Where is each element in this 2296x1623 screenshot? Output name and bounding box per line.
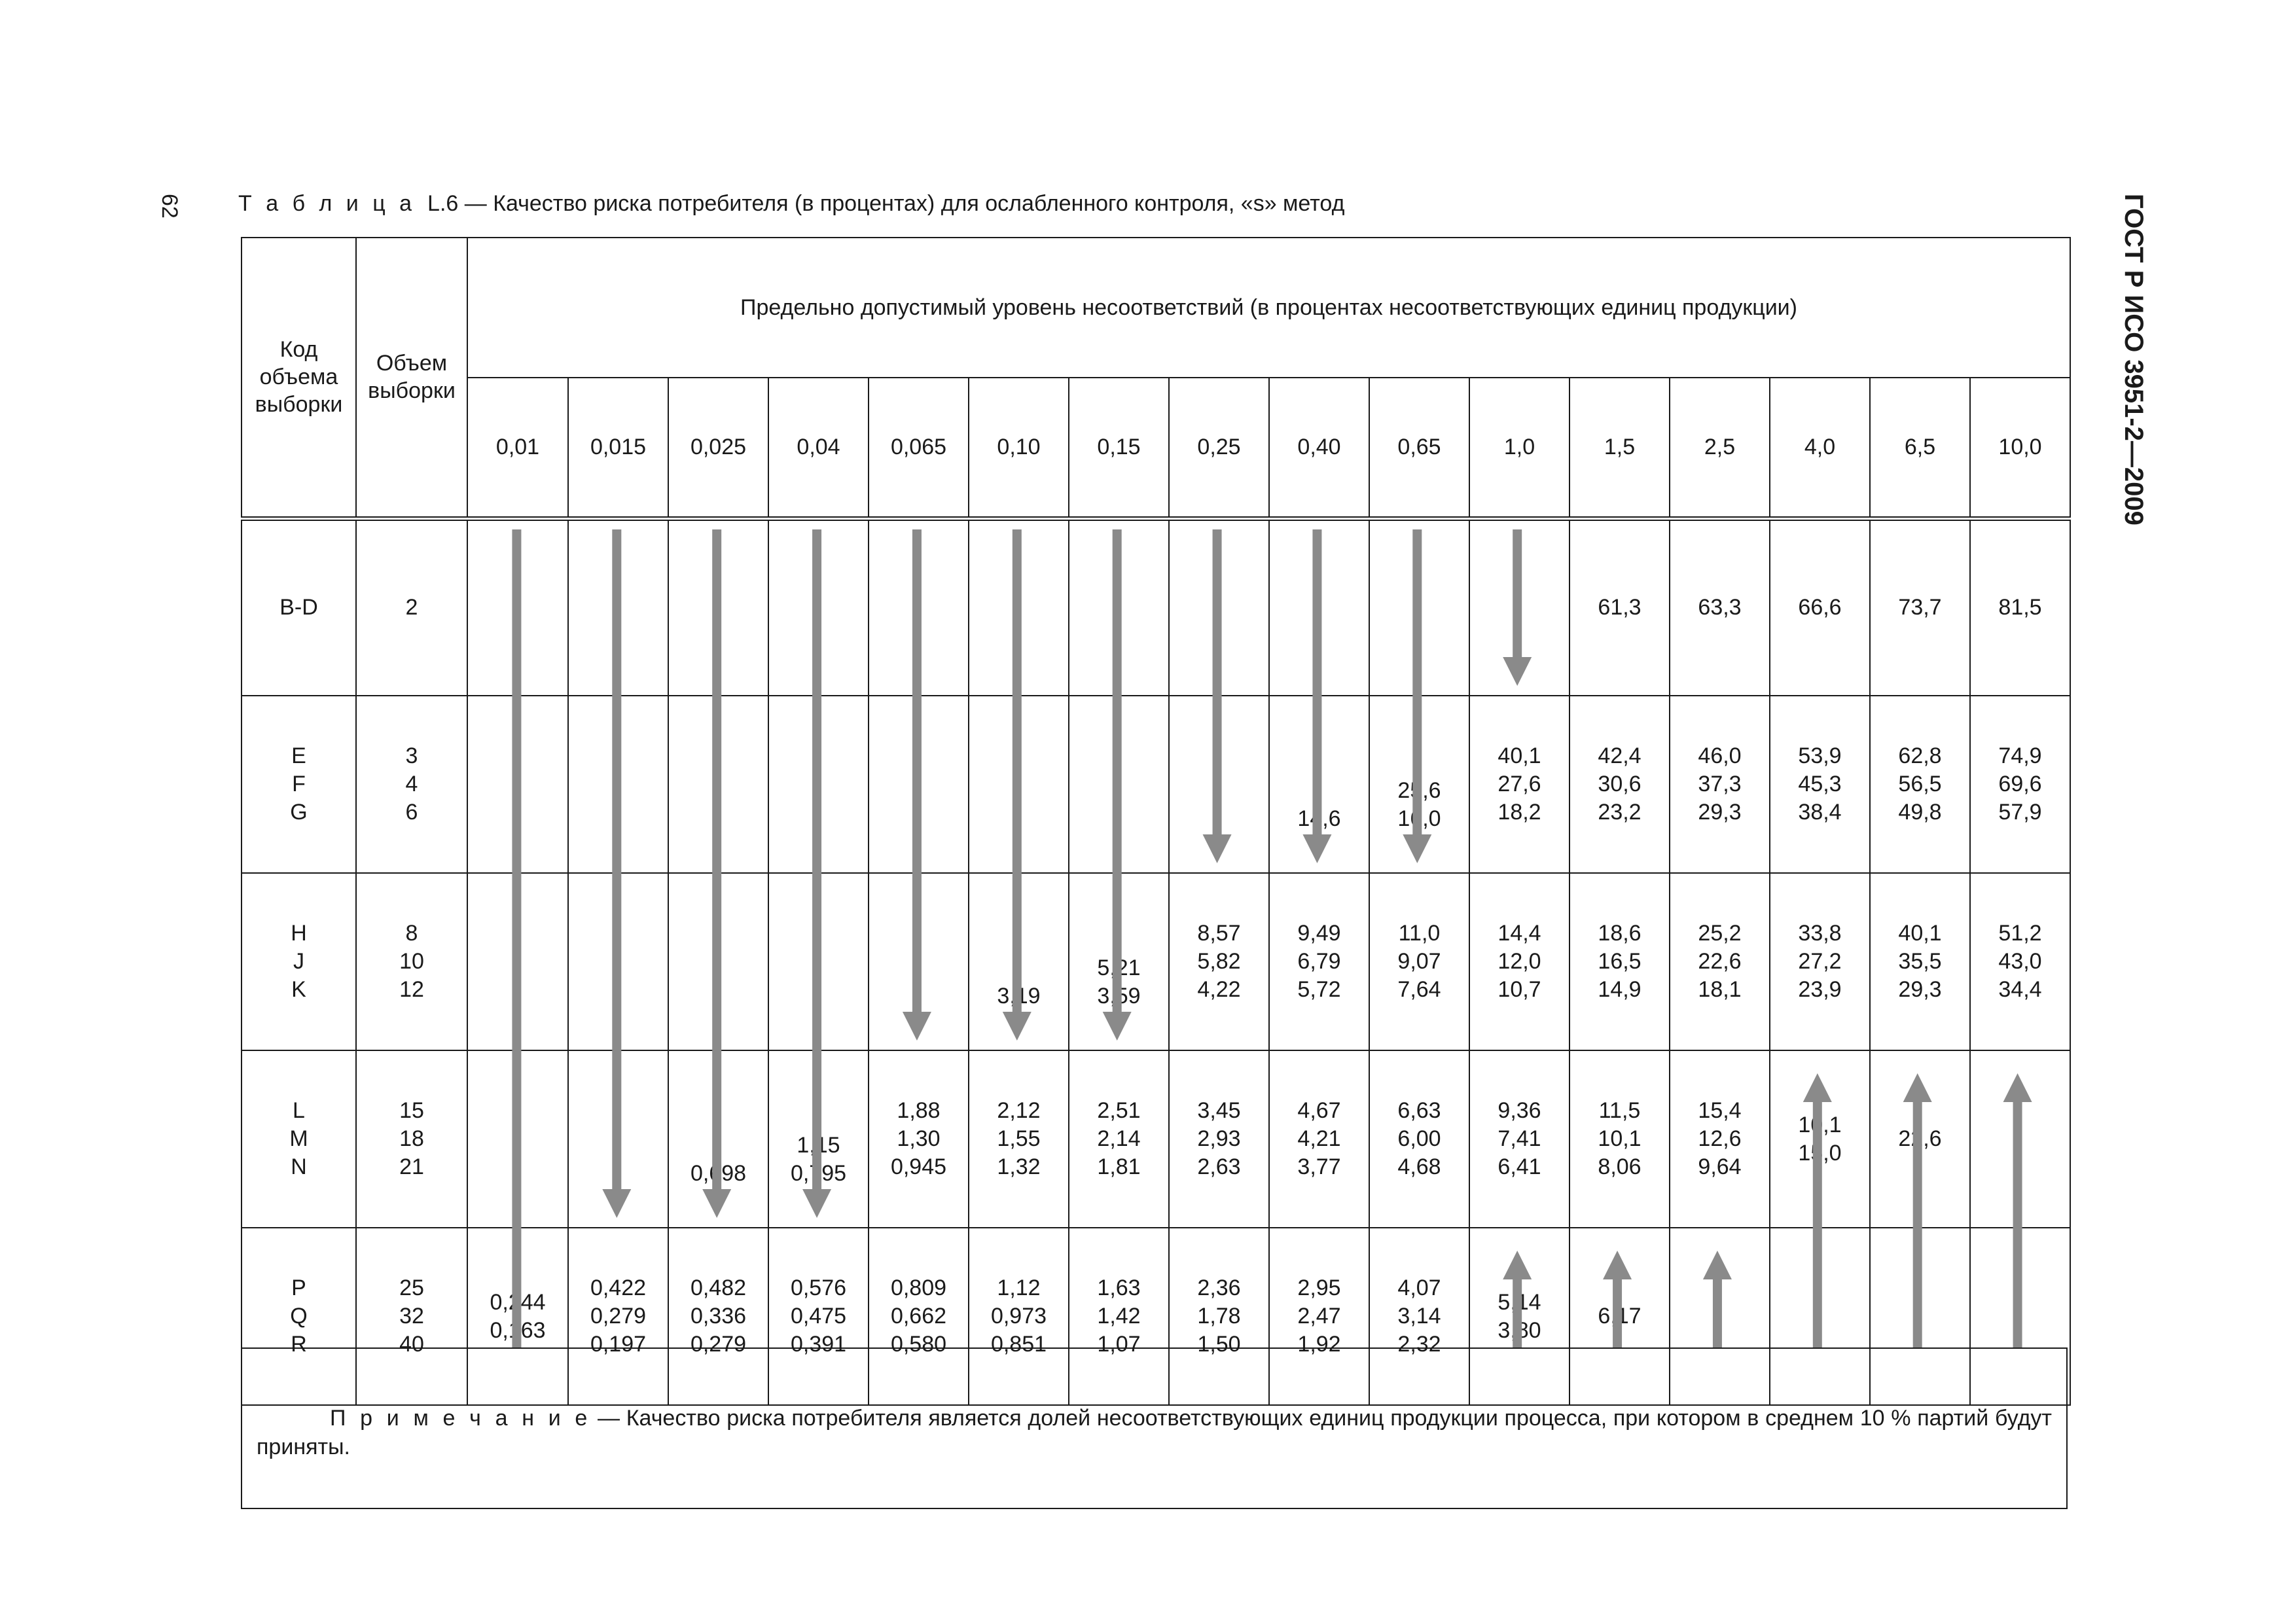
risk-value-cell: 0,244 0,163 [467, 1228, 568, 1405]
risk-value-cell [869, 518, 969, 696]
risk-value-cell: 2,12 1,55 1,32 [969, 1050, 1069, 1228]
risk-value-cell [467, 518, 568, 696]
table-row [242, 1050, 2070, 1228]
sample-size-cell: 3 4 6 [356, 696, 467, 873]
risk-value-cell [668, 873, 768, 1050]
risk-value-cell [869, 696, 969, 873]
risk-value-cell [768, 518, 869, 696]
risk-value-cell: 25,2 22,6 18,1 [1670, 873, 1770, 1050]
risk-value-cell: 1,63 1,42 1,07 [1069, 1228, 1169, 1405]
risk-value-cell: 0,576 0,475 0,391 [768, 1228, 869, 1405]
note-label: П р и м е ч а н и е [330, 1406, 592, 1431]
risk-value-cell: 0,809 0,662 0,580 [869, 1228, 969, 1405]
risk-value-cell: 4,07 3,14 2,32 [1369, 1228, 1469, 1405]
risk-value-cell [668, 518, 768, 696]
aql-level-header: 2,5 [1670, 378, 1770, 518]
table-row [242, 518, 2070, 696]
risk-value-cell: 53,9 45,3 38,4 [1770, 696, 1870, 873]
risk-value-cell: 6,63 6,00 4,68 [1369, 1050, 1469, 1228]
risk-value-cell: 6,17 [1570, 1228, 1670, 1405]
risk-value-cell: 51,2 43,0 34,4 [1970, 873, 2070, 1050]
aql-level-header: 0,25 [1169, 378, 1269, 518]
risk-value-cell: 4,67 4,21 3,77 [1269, 1050, 1369, 1228]
sample-code-cell: E F G [242, 696, 356, 873]
risk-value-cell [869, 873, 969, 1050]
risk-value-cell: 33,8 27,2 23,9 [1770, 873, 1870, 1050]
risk-value-cell: 62,8 56,5 49,8 [1870, 696, 1970, 873]
aql-level-header: 4,0 [1770, 378, 1870, 518]
risk-value-cell: 10,1 15,0 [1770, 1050, 1870, 1228]
table-row [242, 873, 2070, 1050]
risk-value-cell [768, 696, 869, 873]
aql-level-header: 6,5 [1870, 378, 1970, 518]
sample-code-cell: P Q R [242, 1228, 356, 1405]
risk-value-cell [467, 873, 568, 1050]
risk-value-cell [668, 696, 768, 873]
aql-header-row [242, 378, 2070, 518]
risk-value-cell: 81,5 [1970, 518, 2070, 696]
risk-value-cell [568, 873, 668, 1050]
risk-value-cell: 25,6 16,0 [1369, 696, 1469, 873]
sample-size-cell: 2 [356, 518, 467, 696]
risk-value-cell: 73,7 [1870, 518, 1970, 696]
risk-value-cell [568, 1050, 668, 1228]
risk-value-cell [1069, 696, 1169, 873]
aql-level-header: 0,40 [1269, 378, 1369, 518]
risk-value-cell [568, 518, 668, 696]
risk-value-cell: 0,482 0,336 0,279 [668, 1228, 768, 1405]
table-label: Т а б л и ц а [238, 191, 416, 216]
aql-level-header: 1,0 [1469, 378, 1570, 518]
consumer-risk-table [241, 237, 2071, 1406]
risk-value-cell: 40,1 35,5 29,3 [1870, 873, 1970, 1050]
risk-value-cell [467, 1050, 568, 1228]
risk-value-cell: 3,19 [969, 873, 1069, 1050]
risk-value-cell: 14,6 [1269, 696, 1369, 873]
note-text: — Качество риска потребителя является долей несоответствующих единиц продукции процесса, при котором в среднем 10 % партий будут приняты. [257, 1406, 2052, 1459]
risk-value-cell: 22,6 [1870, 1050, 1970, 1228]
sample-code-cell: L M N [242, 1050, 356, 1228]
risk-value-cell: 74,9 69,6 57,9 [1970, 696, 2070, 873]
aql-level-header: 0,04 [768, 378, 869, 518]
risk-value-cell [1169, 696, 1269, 873]
table-note [241, 1347, 2068, 1509]
aql-level-header: 1,5 [1570, 378, 1670, 518]
sample-size-cell: 15 18 21 [356, 1050, 467, 1228]
risk-value-cell: 18,6 16,5 14,9 [1570, 873, 1670, 1050]
risk-value-cell: 61,3 [1570, 518, 1670, 696]
aql-level-header: 10,0 [1970, 378, 2070, 518]
sample-code-cell: B-D [242, 518, 356, 696]
risk-value-cell [467, 696, 568, 873]
table-row [242, 696, 2070, 873]
sample-code-cell: H J K [242, 873, 356, 1050]
risk-value-cell: 2,95 2,47 1,92 [1269, 1228, 1369, 1405]
risk-value-cell [1169, 518, 1269, 696]
aql-level-header: 0,025 [668, 378, 768, 518]
sample-size-cell: 8 10 12 [356, 873, 467, 1050]
risk-value-cell: 46,0 37,3 29,3 [1670, 696, 1770, 873]
aql-level-header: 0,01 [467, 378, 568, 518]
risk-value-cell: 11,0 9,07 7,64 [1369, 873, 1469, 1050]
risk-value-cell: 1,88 1,30 0,945 [869, 1050, 969, 1228]
risk-value-cell: 5,14 3,80 [1469, 1228, 1570, 1405]
header-sample-size: Объем выборки [356, 238, 467, 518]
risk-value-cell [1970, 1050, 2070, 1228]
risk-value-cell: 0,422 0,279 0,197 [568, 1228, 668, 1405]
table-title [238, 191, 1344, 217]
aql-level-header: 0,015 [568, 378, 668, 518]
risk-value-cell: 1,15 0,795 [768, 1050, 869, 1228]
header-aql-group: Предельно допустимый уровень несоответствий (в процентах несоответствующих единиц продукции) [467, 238, 2070, 378]
risk-value-cell: 40,1 27,6 18,2 [1469, 696, 1570, 873]
risk-value-cell: 3,45 2,93 2,63 [1169, 1050, 1269, 1228]
risk-value-cell: 8,57 5,82 4,22 [1169, 873, 1269, 1050]
risk-value-cell: 2,36 1,78 1,50 [1169, 1228, 1269, 1405]
risk-value-cell: 0,698 [668, 1050, 768, 1228]
risk-value-cell [1469, 518, 1570, 696]
risk-value-cell [969, 518, 1069, 696]
aql-level-header: 0,10 [969, 378, 1069, 518]
risk-value-cell [1369, 518, 1469, 696]
risk-value-cell: 14,4 12,0 10,7 [1469, 873, 1570, 1050]
aql-level-header: 0,065 [869, 378, 969, 518]
aql-level-header: 0,15 [1069, 378, 1169, 518]
sample-size-cell: 25 32 40 [356, 1228, 467, 1405]
table-title-text: L.6 — Качество риска потребителя (в процентах) для ослабленного контроля, «s» метод [427, 191, 1345, 216]
risk-value-cell [1069, 518, 1169, 696]
risk-value-cell: 66,6 [1770, 518, 1870, 696]
risk-value-cell: 5,21 3,59 [1069, 873, 1169, 1050]
page-number: 62 [157, 194, 182, 219]
document-code: ГОСТ Р ИСО 3951-2—2009 [2119, 194, 2148, 526]
risk-value-cell: 15,4 12,6 9,64 [1670, 1050, 1770, 1228]
risk-value-cell: 63,3 [1670, 518, 1770, 696]
risk-value-cell: 42,4 30,6 23,2 [1570, 696, 1670, 873]
table-sheet [241, 237, 2068, 1509]
risk-value-cell [768, 873, 869, 1050]
risk-value-cell [969, 696, 1069, 873]
risk-value-cell: 9,36 7,41 6,41 [1469, 1050, 1570, 1228]
risk-value-cell: 1,12 0,973 0,851 [969, 1228, 1069, 1405]
risk-value-cell: 2,51 2,14 1,81 [1069, 1050, 1169, 1228]
risk-value-cell: 11,5 10,1 8,06 [1570, 1050, 1670, 1228]
risk-value-cell [568, 696, 668, 873]
risk-value-cell [1269, 518, 1369, 696]
risk-value-cell: 9,49 6,79 5,72 [1269, 873, 1369, 1050]
aql-level-header: 0,65 [1369, 378, 1469, 518]
header-sample-code: Код объема выборки [242, 238, 356, 518]
